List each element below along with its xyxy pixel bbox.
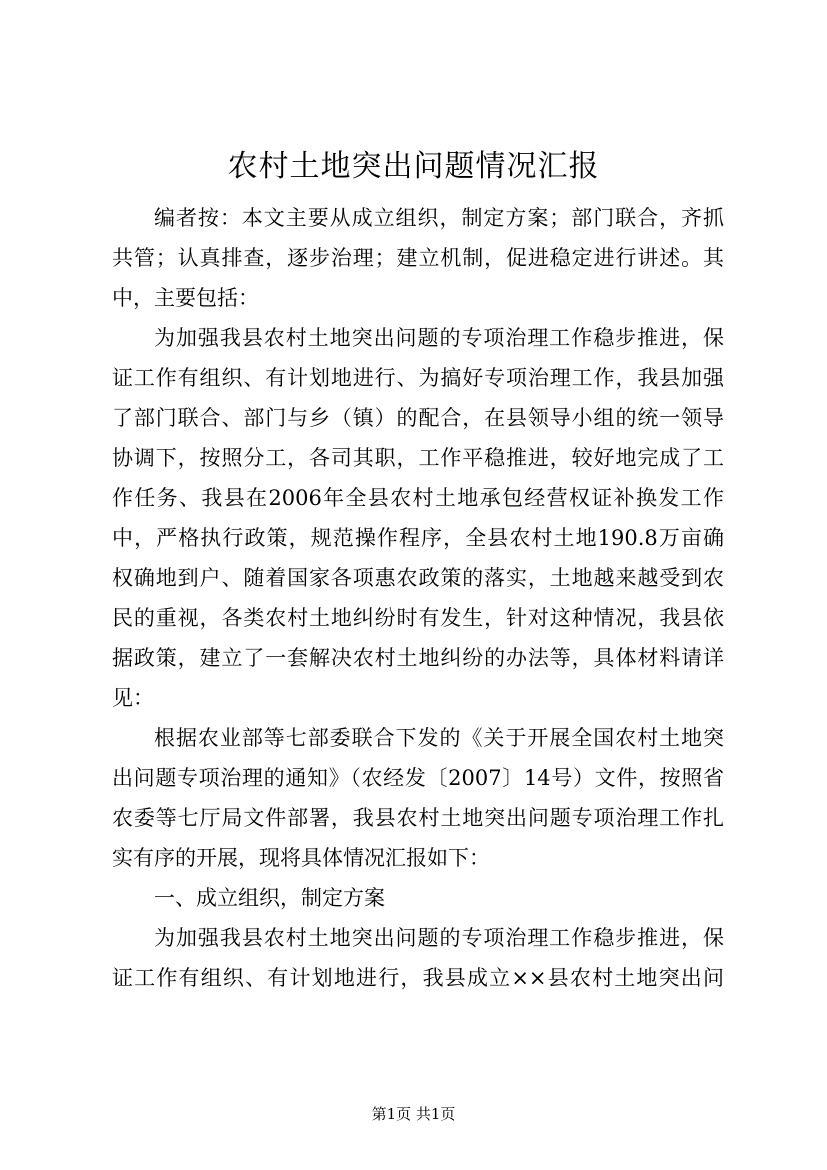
page-footer: 第1页 共1页 <box>371 1105 456 1123</box>
text-line: 共管；认真排查，逐步治理；建立机制，促进稳定进行讲述。其 <box>112 246 724 270</box>
text-line: 证工作有组织、有计划地进行、为搞好专项治理工作，我县加强 <box>112 366 724 390</box>
text-line: 民的重视，各类农村土地纠纷时有发生，针对这种情况，我县依 <box>112 606 724 630</box>
text-line: 出问题专项治理的通知》（农经发〔2007〕14号）文件，按照省 <box>112 766 724 790</box>
text-line: 了部门联合、部门与乡（镇）的配合，在县领导小组的统一领导 <box>112 406 724 430</box>
text-line: 中，严格执行政策，规范操作程序，全县农村土地190.8万亩确 <box>112 526 724 550</box>
page-title: 农村土地突出问题情况汇报 <box>227 149 600 184</box>
document-body <box>112 198 724 998</box>
text-line: 一、成立组织，制定方案 <box>154 886 385 910</box>
text-line: 为加强我县农村土地突出问题的专项治理工作稳步推进，保 <box>154 326 724 350</box>
text-line: 中，主要包括： <box>112 286 259 310</box>
text-line: 根据农业部等七部委联合下发的《关于开展全国农村土地突 <box>154 726 724 750</box>
text-line: 见： <box>112 686 154 710</box>
text-line: 实有序的开展，现将具体情况汇报如下： <box>112 846 490 870</box>
text-line: 协调下，按照分工，各司其职，工作平稳推进，较好地完成了工 <box>112 446 724 470</box>
text-line: 农委等七厅局文件部署，我县农村土地突出问题专项治理工作扎 <box>112 806 724 830</box>
text-line: 证工作有组织、有计划地进行，我县成立××县农村土地突出问 <box>112 966 724 990</box>
text-line: 为加强我县农村土地突出问题的专项治理工作稳步推进，保 <box>154 926 724 950</box>
text-line: 权确地到户、随着国家各项惠农政策的落实，土地越来越受到农 <box>112 566 724 590</box>
text-line: 编者按：本文主要从成立组织，制定方案；部门联合，齐抓 <box>154 206 724 230</box>
text-line: 据政策，建立了一套解决农村土地纠纷的办法等，具体材料请详 <box>112 646 724 670</box>
text-line: 作任务、我县在2006年全县农村土地承包经营权证补换发工作 <box>112 486 724 510</box>
